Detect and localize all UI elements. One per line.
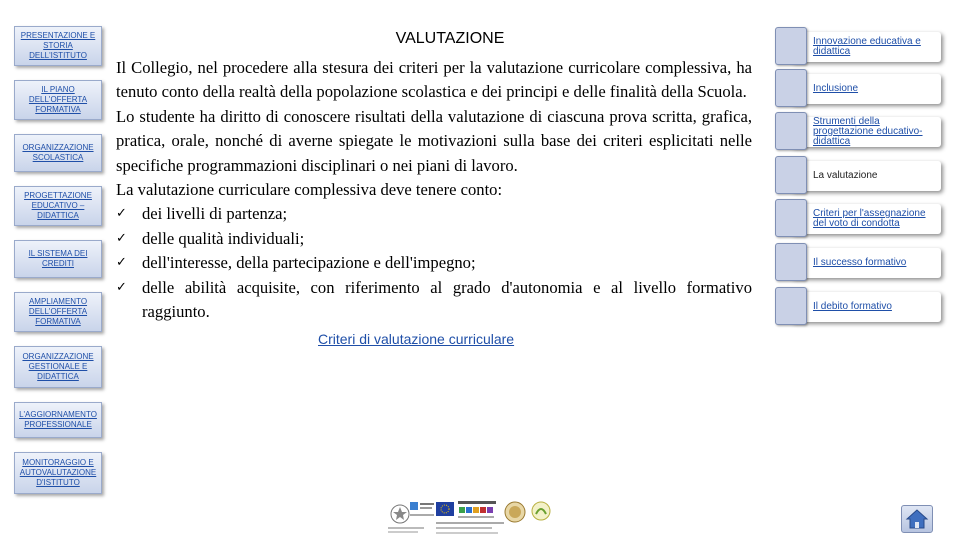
nav-successo-formativo[interactable] [767,241,945,283]
nav-debito-formativo[interactable] [767,285,945,327]
nav-label: Innovazione educativa e didattica [813,36,921,57]
check-icon: ✓ [116,206,127,222]
nav-criteri-voto-condotta[interactable] [767,197,945,239]
nav-label: Criteri per l'assegnazione del voto di condotta [813,208,926,229]
criteria-intro: La valutazione curriculare complessiva deve tenere conto: [116,180,503,200]
nav-ampliamento-offerta[interactable]: AMPLIAMENTO DELL'OFFERTA FORMATIVA [14,292,102,332]
nav-label: Il successo formativo [813,257,907,268]
check-icon: ✓ [116,255,127,271]
nav-organizzazione-gestionale[interactable]: ORGANIZZAZIONE GESTIONALE E DIDATTICA [14,346,102,388]
nav-square-icon [775,243,807,281]
istituto-logo [408,500,436,524]
nav-label: Inclusione [813,83,859,94]
nav-label: Il debito formativo [813,301,892,312]
nav-label: Strumenti della progettazione educativo-didattica [813,116,923,147]
nav-aggiornamento-professionale[interactable]: L'AGGIORNAMENTO PROFESSIONALE [14,402,102,438]
nav-square-icon [775,112,807,150]
home-button[interactable] [901,505,933,533]
nav-label: La valutazione [813,170,878,181]
school-emblem-logo [530,500,552,524]
check-icon: ✓ [116,230,127,246]
nav-strumenti-progettazione[interactable] [767,110,945,152]
nav-square-icon [775,156,807,194]
nav-square-icon [775,199,807,237]
intro-paragraph: Il Collegio, nel procedere alla stesura dei criteri per la valutazione curricolare complessiva, ha tenuto conto della realtà della popolazione scolastica e dei principi e delle finalità della Scuola. [116,58,752,102]
nav-innovazione-educativa[interactable] [767,25,945,67]
list-item: ✓ delle qualità individuali; [116,227,752,251]
nav-piano-offerta-formativa[interactable]: IL PIANO DELL'OFFERTA FORMATIVA [14,80,102,120]
nav-square-icon [775,27,807,65]
nav-presentazione-storia[interactable]: PRESENTAZIONE E STORIA DELL'ISTITUTO [14,26,102,66]
check-icon: ✓ [116,279,127,295]
nav-la-valutazione[interactable] [767,154,945,196]
eu-flag-logo [436,502,454,516]
list-item: ✓ dell'interesse, della partecipazione e dell'impegno; [116,251,752,275]
nav-square-icon [775,287,807,325]
criteria-list [116,202,752,324]
home-icon [902,506,932,532]
nav-progettazione-educativo-didattica[interactable]: PROGETTAZIONE EDUCATIVO – DIDATTICA [14,186,102,226]
footer-logos [386,498,554,540]
list-item: ✓ delle abilità acquisite, con riferimento al grado d'autonomia e al livello formativo raggiunto. [116,277,752,322]
nav-square-icon [775,69,807,107]
main-content [116,56,752,324]
nav-monitoraggio-autovalutazione[interactable]: MONITORAGGIO E AUTOVALUTAZIONE D'ISTITUTO [14,452,102,494]
rights-paragraph: Lo studente ha diritto di conoscere risultati della valutazione di ciascuna prova scritta, grafica, pratica, orale, nonché di averne spiegate le motivazioni sulla base dei criteri esplicitati nelle specifiche programmazioni disciplinari o nei piani di lavoro. [116,106,752,175]
criteri-valutazione-link[interactable]: Criteri di valutazione curriculare [318,331,515,347]
page-title: VALUTAZIONE [395,30,505,47]
seal-logo [502,500,528,524]
nav-organizzazione-scolastica[interactable]: ORGANIZZAZIONE SCOLASTICA [14,134,102,172]
nav-inclusione[interactable] [767,67,945,109]
nav-sistema-crediti[interactable]: IL SISTEMA DEI CREDITI [14,240,102,278]
list-item: ✓ dei livelli di partenza; [116,202,752,226]
pon-logo [458,500,498,524]
